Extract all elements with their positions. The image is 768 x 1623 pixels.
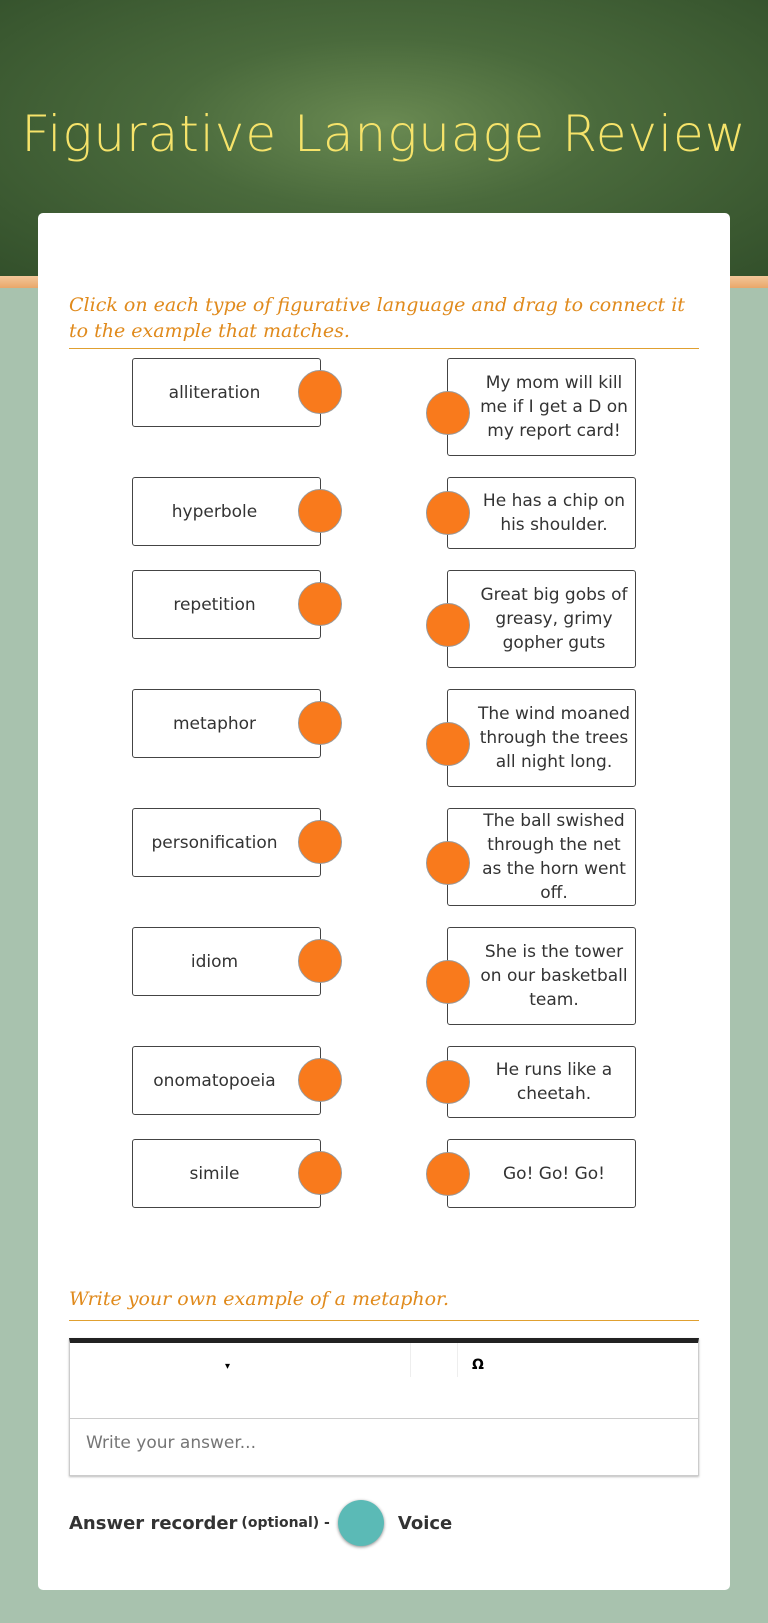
term-label: alliteration: [168, 382, 261, 403]
example-box[interactable]: [447, 927, 636, 1025]
editor-toolbar: [70, 1343, 698, 1419]
term-label: repetition: [173, 594, 256, 615]
example-connector[interactable]: [426, 603, 470, 647]
question-2-prompt: Write your own example of a metaphor.: [69, 1286, 699, 1321]
term-box[interactable]: [132, 1139, 321, 1208]
term-connector[interactable]: [298, 1151, 342, 1195]
voice-label: Voice: [397, 1512, 453, 1534]
term-label: hyperbole: [171, 501, 258, 522]
page-title: Figurative Language Review: [21, 105, 747, 163]
term-connector[interactable]: [298, 489, 342, 533]
example-label: My mom will kill me if I get a D on my report card!: [480, 373, 628, 441]
example-label: The wind moaned through the trees all night long.: [477, 704, 631, 772]
example-box[interactable]: [447, 1046, 636, 1118]
term-label: onomatopoeia: [153, 1070, 276, 1091]
example-label: He has a chip on his shoulder.: [482, 491, 626, 535]
example-connector[interactable]: [426, 722, 470, 766]
example-box[interactable]: [447, 1139, 636, 1208]
recorder-optional: (optional) -: [241, 1515, 330, 1531]
special-character-button[interactable]: Ω: [472, 1357, 484, 1373]
term-connector[interactable]: [298, 582, 342, 626]
term-box[interactable]: [132, 477, 321, 546]
answer-input[interactable]: [70, 1419, 698, 1467]
example-label: He runs like a cheetah.: [495, 1060, 613, 1104]
toolbar-divider: [410, 1343, 411, 1377]
example-connector[interactable]: [426, 960, 470, 1004]
example-box[interactable]: [447, 477, 636, 549]
example-connector[interactable]: [426, 841, 470, 885]
example-connector[interactable]: [426, 491, 470, 535]
term-box[interactable]: [132, 808, 321, 877]
term-box[interactable]: [132, 927, 321, 996]
term-label: simile: [189, 1163, 240, 1184]
recorder-label: Answer recorder: [69, 1512, 238, 1534]
term-box[interactable]: [132, 570, 321, 639]
example-label: Go! Go! Go!: [503, 1163, 605, 1184]
question-1-prompt: Click on each type of figurative language and drag to connect it to the example that matches.: [69, 292, 699, 349]
term-box[interactable]: [132, 689, 321, 758]
term-box[interactable]: [132, 1046, 321, 1115]
term-connector[interactable]: [298, 820, 342, 864]
example-box[interactable]: [447, 570, 636, 668]
term-connector[interactable]: [298, 1058, 342, 1102]
term-label: personification: [151, 832, 278, 853]
term-label: idiom: [190, 951, 239, 972]
term-connector[interactable]: [298, 939, 342, 983]
answer-editor: [69, 1338, 699, 1476]
answer-recorder: [69, 1500, 452, 1546]
record-voice-button[interactable]: [338, 1500, 384, 1546]
example-connector[interactable]: [426, 1060, 470, 1104]
example-connector[interactable]: [426, 1152, 470, 1196]
term-connector[interactable]: [298, 701, 342, 745]
term-label: metaphor: [172, 713, 257, 734]
example-box[interactable]: [447, 808, 636, 906]
example-label: Great big gobs of greasy, grimy gopher guts: [480, 585, 628, 653]
example-label: She is the tower on our basketball team.: [480, 942, 628, 1010]
example-box[interactable]: [447, 358, 636, 456]
term-box[interactable]: [132, 358, 321, 427]
example-connector[interactable]: [426, 391, 470, 435]
example-label: The ball swished through the net as the horn went off.: [482, 811, 626, 903]
toolbar-divider: [457, 1343, 458, 1377]
format-dropdown-caret-icon[interactable]: ▾: [225, 1361, 231, 1372]
example-box[interactable]: [447, 689, 636, 787]
term-connector[interactable]: [298, 370, 342, 414]
